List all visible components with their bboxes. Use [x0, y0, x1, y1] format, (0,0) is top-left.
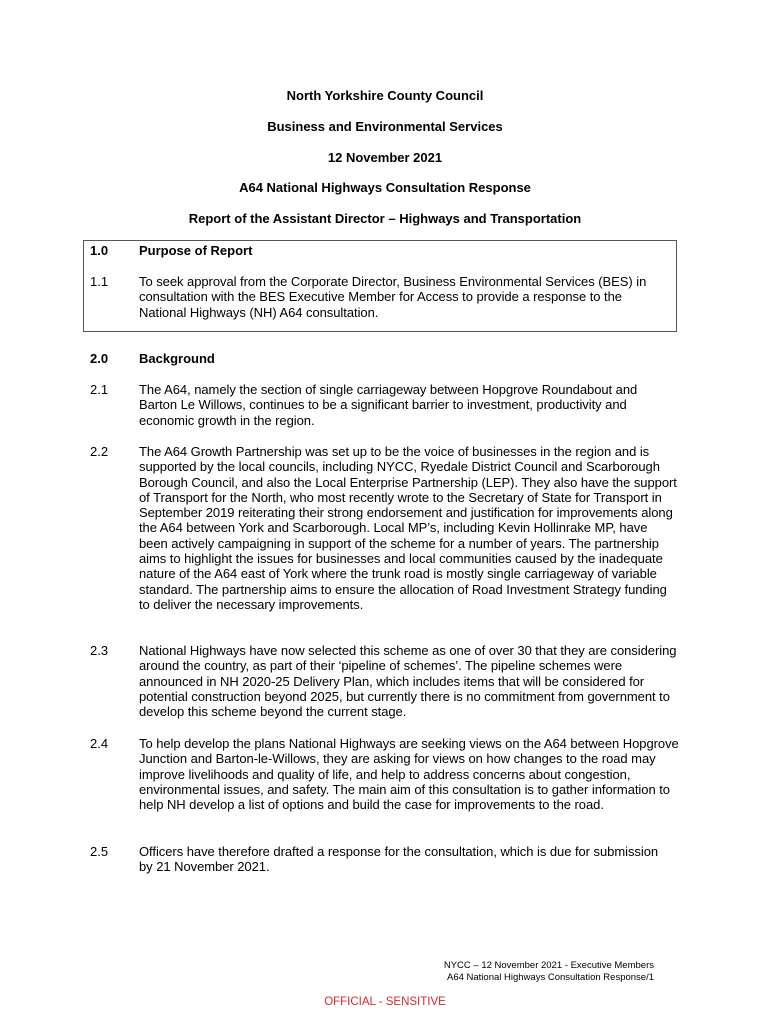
paragraph-number: 2.3: [90, 643, 109, 658]
paragraph-number: 2.2: [90, 444, 109, 459]
classification-marking: OFFICIAL - SENSITIVE: [324, 996, 446, 1008]
paragraph-number: 1.1: [90, 274, 109, 289]
section-heading: Purpose of Report: [139, 243, 253, 258]
paragraph-text: The A64 Growth Partnership was set up to be the voice of businesses in the region and is supported by the local councils, including NYCC, Ryedale District Council and Scarborough Borough Council, and also the Local Enterprise Partnership (LEP). They also have the support of Transport for the North, who most recently wrote to the Secretary of State for Transport in September 2019 reiterating their strong endorsement and justification for improvements along the A64 between York and Scarborough. Local MP’s, including Kevin Hollinrake MP, have been actively campaigning in support of the scheme for a number of years. The partnership aims to highlight the issues for businesses and local communities caused by the inadequate nature of the A64 east of York where the trunk road is mostly single carriageway of variable standard. The partnership aims to ensure the allocation of Road Investment Strategy funding to deliver the necessary improvements.: [139, 444, 677, 612]
council-name: North Yorkshire County Council: [286, 88, 484, 103]
directorate-name: Business and Environmental Services: [267, 119, 503, 134]
paragraph-text: To seek approval from the Corporate Director, Business Environmental Services (BES) in consultation with the BES Executive Member for Access to provide a response to the National Highways (NH) A64 consultation.: [139, 274, 647, 320]
paragraph-number: 2.4: [90, 736, 109, 751]
paragraph-text: The A64, namely the section of single carriageway between Hopgrove Roundabout and Barton Le Willows, continues to be a significant barrier to investment, productivity and economic growth in the region.: [139, 382, 638, 428]
report-title: A64 National Highways Consultation Response: [239, 180, 531, 195]
section-number: 1.0: [90, 243, 109, 258]
page-footer: [444, 960, 654, 983]
footer-line: NYCC – 12 November 2021 - Executive Members: [443, 960, 654, 971]
report-date: 12 November 2021: [327, 150, 443, 165]
section-number: 2.0: [90, 351, 109, 366]
paragraph-text: National Highways have now selected this scheme as one of over 30 that they are considering around the country, as part of their ‘pipeline of schemes’. The pipeline schemes were announced in NH 2020-25 Delivery Plan, which includes items that will be considered for potential construction beyond 2025, but currently there is no commitment from government to develop this scheme beyond the current stage.: [139, 643, 677, 720]
section-heading: Background: [139, 351, 215, 366]
footer-line: A64 National Highways Consultation Response/1: [446, 971, 654, 983]
paragraph-number: 2.1: [90, 382, 109, 397]
report-author: Report of the Assistant Director – Highways and Transportation: [188, 211, 582, 226]
paragraph-text: To help develop the plans National Highways are seeking views on the A64 between Hopgrove Junction and Barton-le-Willows, they are asking for views on how changes to the road may improve livelihoods and quality of life, and help to address concerns about congestion, environmental issues, and safety. The main aim of this consultation is to gather information to help NH develop a list of options and build the case for improvements to the road.: [139, 736, 679, 813]
paragraph-text: Officers have therefore drafted a response for the consultation, which is due for submission by 21 November 2021.: [139, 844, 659, 875]
paragraph-number: 2.5: [90, 844, 109, 859]
